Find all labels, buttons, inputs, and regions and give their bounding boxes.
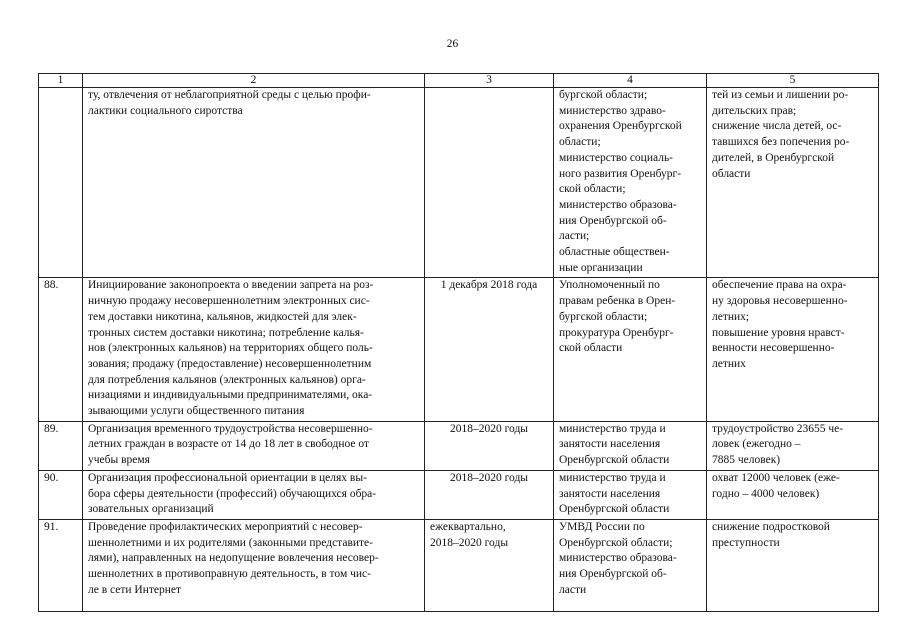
page-number: 26 [446,38,459,50]
cell-executors: Уполномоченный по правам ребенка в Орен- бургской области; прокуратура Оренбург- ской области [554,278,707,421]
header-cell-1: 1 [39,74,83,88]
cell-term [425,88,554,278]
cell-result: снижение подростковой преступности [707,519,879,611]
cell-number [39,88,83,278]
cell-executors: министерство труда и занятости населения Оренбургской области [554,470,707,519]
table-row-91 [39,519,879,611]
cell-result: трудоустройство 23655 че- ловек (ежегодно – 7885 человек) [707,421,879,470]
cell-action: Проведение профилактических мероприятий с несовер- шеннолетними и их родителями (законными представите- лями), направленных на недопущение вовлечения несовер- шеннолетних в противоправную деятельность, в том чис- ле в сети Интернет [83,519,425,611]
cell-number: 89. [39,421,83,470]
cell-term: ежеквартально, 2018–2020 годы [425,519,554,611]
cell-number: 91. [39,519,83,611]
cell-term: 2018–2020 годы [425,470,554,519]
cell-term: 2018–2020 годы [425,421,554,470]
cell-action: Организация временного трудоустройства несовершенно- летних граждан в возрасте от 14 до 18 лет в свободное от учебы время [83,421,425,470]
table-row-88 [39,278,879,421]
cell-number: 90. [39,470,83,519]
header-cell-3: 3 [425,74,554,88]
table-header-row [39,74,879,88]
cell-action: Организация профессиональной ориентации в целях вы- бора сферы деятельности (профессий) обучающихся обра- зовательных организаций [83,470,425,519]
cell-action: ту, отвлечения от неблагоприятной среды с целью профи- лактики социального сиротства [83,88,425,278]
cell-executors: бургской области; министерство здраво- охранения Оренбургской области; министерство социаль- ного развития Оренбург- ской области; министерство образова- ния Оренбургской об- ласти; областные обществен- ные организации [554,88,707,278]
cell-executors: УМВД России по Оренбургской области; министерство образова- ния Оренбургской об- ласти [554,519,707,611]
header-cell-2: 2 [83,74,425,88]
header-cell-4: 4 [554,74,707,88]
table-row-continuation [39,88,879,278]
cell-action: Инициирование законопроекта о введении запрета на роз- ничную продажу несовершеннолетним электронных сис- тем доставки никотина, кальянов, жидкостей для элек- тронных систем доставки никотина; потребление калья- нов (электронных кальянов) на территориях общего поль- зования; продажу (предоставление) несовершеннолетним для потребления кальянов (электронных кальянов) орга- низациями и индивидуальными предпринимателями, ока- зывающими услуги общественного питания [83,278,425,421]
table-row-89 [39,421,879,470]
header-cell-5: 5 [707,74,879,88]
cell-result: тей из семьи и лишении ро- дительских прав; снижение числа детей, ос- тавшихся без попечения ро- дителей, в Оренбургской области [707,88,879,278]
cell-result: обеспечение права на охра- ну здоровья несовершенно- летних; повышение уровня нравст- венности несовершенно- летних [707,278,879,421]
cell-result: охват 12000 человек (еже- годно – 4000 человек) [707,470,879,519]
cell-number: 88. [39,278,83,421]
cell-term: 1 декабря 2018 года [425,278,554,421]
measures-table [38,73,879,612]
cell-executors: министерство труда и занятости населения Оренбургской области [554,421,707,470]
table-row-90 [39,470,879,519]
